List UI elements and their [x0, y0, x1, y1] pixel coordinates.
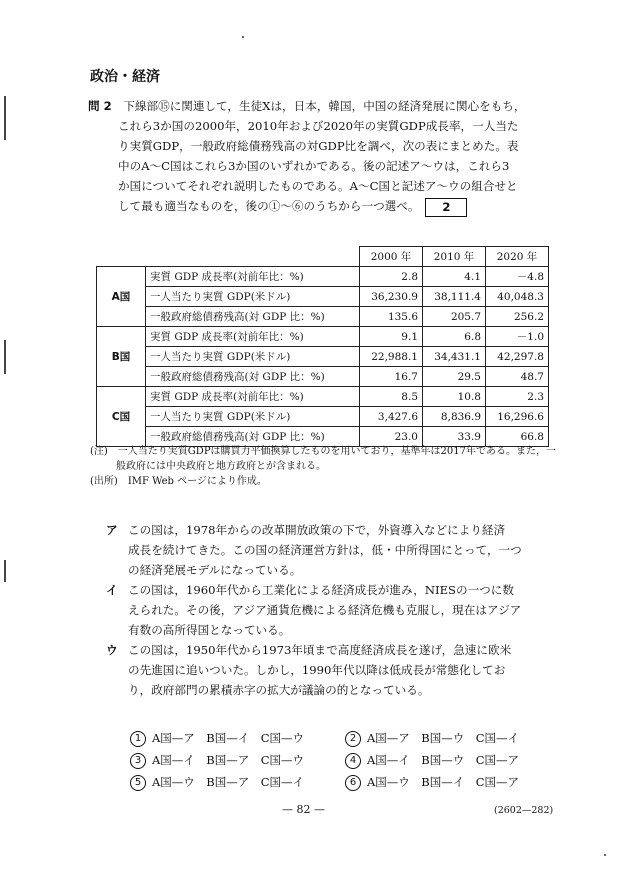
table-cell: 36,230.9	[360, 287, 423, 307]
question-number: 問 2	[88, 99, 112, 113]
choice-5[interactable]	[130, 774, 304, 791]
row-label: 一般政府総債務残高(対 GDP 比：%)	[146, 307, 360, 327]
row-label: 一人当たり実質 GDP(米ドル)	[146, 287, 360, 307]
statement-line: この国は，1960年代から工業化による経済成長が進み，NIESの一つに数	[128, 583, 514, 597]
choice-text: A国—イ B国—ア C国—ウ	[152, 753, 305, 767]
statement-line: の経済発展モデルになっている。	[128, 563, 302, 577]
statement-line: の先進国に追いついた。しかし，1990年代以降は低成長が常態化してお	[128, 663, 506, 677]
statement-u	[106, 640, 558, 700]
country-label-c: C国	[97, 387, 146, 447]
table-cell: 9.1	[360, 327, 423, 347]
choice-2[interactable]	[345, 730, 519, 747]
statement-mark: イ	[106, 583, 118, 597]
table-cell: 8.5	[360, 387, 423, 407]
statement-mark: ウ	[106, 643, 118, 657]
choice-text: A国—イ B国—ウ C国—ア	[367, 753, 520, 767]
exam-code: (2602—282)	[494, 805, 554, 816]
question-block	[88, 96, 558, 217]
table-cell: 16.7	[360, 367, 423, 387]
choice-number: 6	[345, 775, 361, 791]
margin-mark	[4, 560, 6, 582]
choice-number: 5	[130, 775, 146, 791]
note-label: (注)	[90, 446, 108, 457]
table-cell: 29.5	[423, 367, 486, 387]
notes	[90, 444, 560, 489]
country-label-a: A国	[97, 267, 146, 327]
statement-line: この国は，1978年からの改革開放政策の下で，外資導入などにより経済	[128, 523, 506, 537]
statement-a	[106, 520, 558, 580]
table-cell: 8,836.9	[423, 407, 486, 427]
table-cell: －4.8	[486, 267, 549, 287]
table-cell: 33.9	[423, 427, 486, 447]
statement-i	[106, 580, 558, 640]
source-label: (出所)	[90, 476, 118, 487]
table-cell: 42,297.8	[486, 347, 549, 367]
statement-line: 有数の高所得国となっている。	[128, 623, 291, 637]
table-cell: 3,427.6	[360, 407, 423, 427]
table-cell: 40,048.3	[486, 287, 549, 307]
table-cell: 66.8	[486, 427, 549, 447]
row-label: 一人当たり実質 GDP(米ドル)	[146, 407, 360, 427]
answer-choices	[130, 730, 570, 796]
table-cell: 23.0	[360, 427, 423, 447]
table-cell: 22,988.1	[360, 347, 423, 367]
note-text: 一人当たり実質GDPは購買力平価換算したものを用いており，基準年は2017年である。また，一般政府には中央政府と地方政府とが含まれる。	[116, 446, 556, 472]
choice-text: A国—ウ B国—イ C国—ア	[367, 775, 520, 789]
choice-number: 3	[130, 753, 146, 769]
table-cell: 2.8	[360, 267, 423, 287]
table-cell: 2.3	[486, 387, 549, 407]
data-table	[96, 246, 549, 447]
choice-4[interactable]	[345, 752, 519, 769]
row-label: 一般政府総債務残高(対 GDP 比：%)	[146, 367, 360, 387]
question-line: 下線部⑮に関連して，生徒Xは，日本，韓国，中国の経済発展に関心をもち，	[123, 99, 526, 113]
table-cell: 10.8	[423, 387, 486, 407]
question-line: か国についてそれぞれ説明したものである。A～C国と記述ア～ウの組合せと	[118, 179, 518, 193]
choice-text: A国—ア B国—イ C国—ウ	[152, 731, 305, 745]
table-cell: 48.7	[486, 367, 549, 387]
row-label: 一般政府総債務残高(対 GDP 比：%)	[146, 427, 360, 447]
statement-line: この国は，1950年代から1973年頃まで高度経済成長を遂げ，急速に欧米	[128, 643, 512, 657]
row-label: 実質 GDP 成長率(対前年比：%)	[146, 327, 360, 347]
scan-dot	[242, 36, 244, 38]
question-line: 中のA～C国はこれら3か国のいずれかである。後の記述ア～ウは，これら3	[118, 159, 510, 173]
table-cell: 16,296.6	[486, 407, 549, 427]
year-header: 2020 年	[486, 247, 549, 267]
choice-6[interactable]	[345, 774, 519, 791]
year-header: 2000 年	[360, 247, 423, 267]
table-cell: 256.2	[486, 307, 549, 327]
year-header: 2010 年	[423, 247, 486, 267]
margin-mark	[4, 96, 6, 140]
country-label-b: B国	[97, 327, 146, 387]
choice-3[interactable]	[130, 752, 304, 769]
table-cell: 205.7	[423, 307, 486, 327]
choice-1[interactable]	[130, 730, 304, 747]
margin-mark	[4, 340, 6, 374]
choice-text: A国—ア B国—ウ C国—イ	[367, 731, 520, 745]
table-cell: 135.6	[360, 307, 423, 327]
statement-mark: ア	[106, 523, 118, 537]
source-text: IMF Web ページにより作成。	[127, 476, 267, 487]
question-line: り実質GDP，一般政府総債務残高の対GDP比を調べ，次の表にまとめた。表	[118, 139, 519, 153]
statement-line: 成長を続けてきた。この国の経済運営方針は，低・中所得国にとって，一つ	[128, 543, 522, 557]
statement-line: えられた。その後，アジア通貨危機による経済危機も克服し，現在はアジア	[128, 603, 522, 617]
row-label: 実質 GDP 成長率(対前年比：%)	[146, 387, 360, 407]
page-number: — 82 —	[282, 803, 325, 816]
question-line: これら3か国の2000年，2010年および2020年の実質GDP成長率，一人当た	[118, 119, 519, 133]
choice-number: 4	[345, 753, 361, 769]
row-label: 実質 GDP 成長率(対前年比：%)	[146, 267, 360, 287]
choice-number: 2	[345, 731, 361, 747]
table-cell: －1.0	[486, 327, 549, 347]
table-cell: 6.8	[423, 327, 486, 347]
statements	[106, 520, 558, 700]
choice-text: A国—ウ B国—ア C国—イ	[152, 775, 305, 789]
answer-box[interactable]: 2	[425, 198, 467, 217]
choice-number: 1	[130, 731, 146, 747]
table-cell: 34,431.1	[423, 347, 486, 367]
scan-dot	[604, 854, 606, 856]
row-label: 一人当たり実質 GDP(米ドル)	[146, 347, 360, 367]
section-title: 政治・経済	[90, 69, 160, 85]
table-cell: 38,111.4	[423, 287, 486, 307]
statement-line: り，政府部門の累積赤字の拡大が議論の的となっている。	[128, 683, 430, 697]
question-line: して最も適当なものを，後の①～⑥のうちから一つ選べ。	[118, 199, 420, 213]
table-cell: 4.1	[423, 267, 486, 287]
